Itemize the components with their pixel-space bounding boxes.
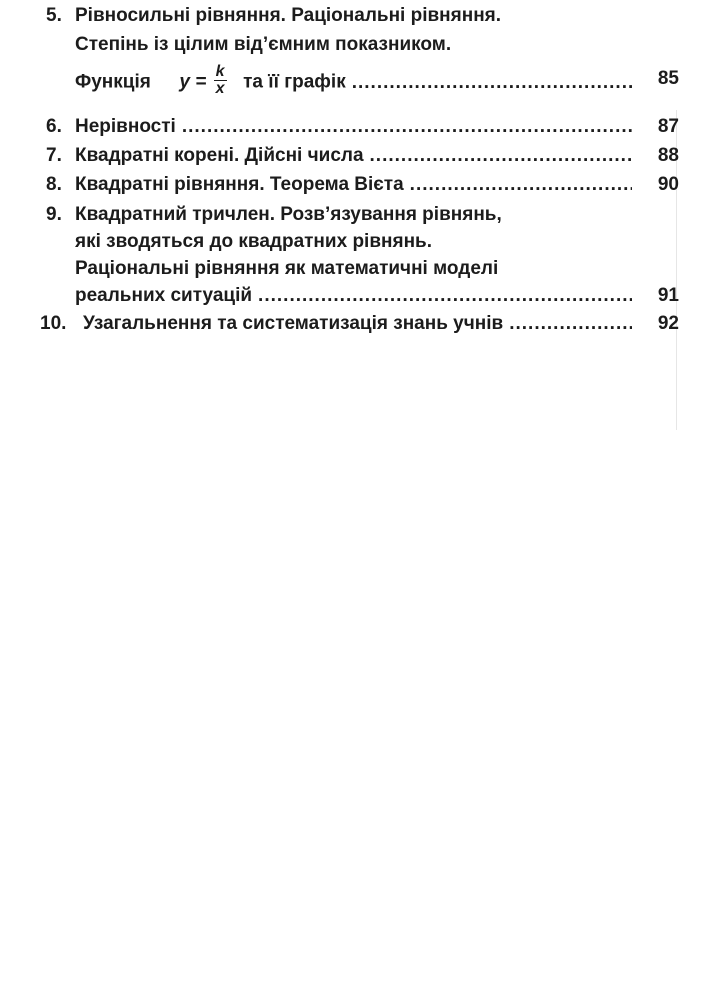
toc-item-title: Квадратні рівняння. Теорема Вієта (75, 174, 404, 195)
toc-item-entry-line (75, 114, 679, 140)
toc-item-title: Узагальнення та систематизація знань учнів (83, 313, 504, 334)
toc-item-title: Нерівності (75, 116, 176, 137)
toc-item-entry-line (75, 143, 679, 169)
toc-item-title-line1: Рівносильні рівняння. Раціональні рівняння. (75, 5, 502, 26)
toc-item-number: 9. (46, 204, 62, 225)
toc-page-number: 92 (657, 313, 679, 334)
toc-page-number: 90 (657, 174, 679, 195)
leader-dots (410, 172, 632, 198)
toc-item-entry-line (83, 311, 679, 337)
toc-item-title-line2: Степінь із цілим від’ємним показником. (75, 34, 452, 55)
toc-item-number: 7. (46, 145, 62, 166)
toc-page-number: 91 (657, 285, 679, 306)
toc-item-title-line4: реальних ситуацій (75, 285, 253, 306)
toc-item-number: 8. (46, 174, 62, 195)
toc-item-number: 6. (46, 116, 62, 137)
toc-item-title-line3: Функція y = $\frac{k}{x}$ та її графік (75, 63, 346, 97)
toc-page-number: 88 (657, 145, 679, 166)
toc-item-title-line3: Раціональні рівняння як математичні моделі (75, 258, 499, 279)
leader-dots (182, 114, 632, 140)
formula-numerator: k (215, 63, 225, 80)
toc-item-title-line2: які зводяться до квадратних рівнянь. (75, 231, 433, 252)
leader-dots (258, 283, 632, 309)
toc-page-number: 87 (657, 116, 679, 137)
toc-item-title: Квадратні корені. Дійсні числа (75, 145, 364, 166)
formula-lhs: y = (179, 71, 207, 93)
leader-dots (509, 311, 632, 337)
leader-dots (370, 143, 632, 169)
toc-item-number: 10. (40, 313, 67, 334)
toc-item-entry-line (75, 172, 679, 198)
toc-item-number: 5. (46, 5, 62, 26)
toc-item-entry-line (75, 63, 679, 97)
toc-page-number: 85 (657, 68, 679, 89)
formula-denominator: x (215, 80, 225, 97)
toc-item-entry-line (75, 283, 679, 309)
formula-fraction (214, 64, 227, 97)
leader-dots (352, 70, 632, 96)
toc-item-title-line1: Квадратний тричлен. Розв’язування рівнянь, (75, 204, 502, 225)
